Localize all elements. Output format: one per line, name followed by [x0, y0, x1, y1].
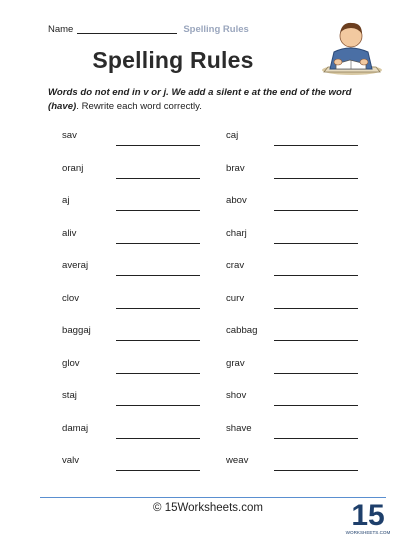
misspelled-word-right: cabbag	[226, 325, 258, 336]
misspelled-word-left: aliv	[62, 227, 77, 239]
name-label: Name	[48, 24, 74, 35]
misspelled-word-left: damaj	[62, 422, 89, 434]
answer-line-left[interactable]	[116, 308, 200, 309]
misspelled-word-right: abov	[226, 195, 247, 206]
footer-copyright: © 15Worksheets.com	[153, 502, 263, 514]
boy-reading-illustration	[314, 14, 386, 76]
misspelled-word-right: shave	[226, 422, 252, 434]
page-title: Spelling Rules	[92, 47, 254, 73]
answer-line-right[interactable]	[274, 373, 358, 374]
name-row	[48, 24, 249, 35]
answer-line-right[interactable]	[274, 243, 358, 244]
misspelled-word-right: shov	[226, 390, 247, 401]
answer-line-right[interactable]	[274, 340, 358, 341]
word-row	[0, 325, 416, 345]
misspelled-word-left: averaj	[62, 260, 89, 271]
misspelled-word-left: glov	[62, 357, 80, 369]
answer-line-right[interactable]	[274, 210, 358, 211]
answer-line-right[interactable]	[274, 405, 358, 406]
instructions-normal: . Rewrite each word correctly.	[76, 101, 202, 112]
logo-subtext: WORKSHEETS.COM	[345, 530, 391, 535]
answer-line-left[interactable]	[116, 340, 200, 341]
answer-line-left[interactable]	[116, 470, 200, 471]
misspelled-word-left: oranj	[62, 162, 84, 174]
misspelled-word-left: sav	[62, 130, 77, 141]
name-input-line[interactable]	[77, 33, 177, 34]
misspelled-word-right: grav	[226, 357, 245, 369]
word-row	[0, 195, 416, 215]
answer-line-left[interactable]	[116, 373, 200, 374]
answer-line-left[interactable]	[116, 178, 200, 179]
answer-line-left[interactable]	[116, 145, 200, 146]
answer-line-left[interactable]	[116, 405, 200, 406]
answer-line-right[interactable]	[274, 178, 358, 179]
word-row	[0, 163, 416, 183]
footer-rule	[40, 497, 386, 498]
word-row	[0, 293, 416, 313]
word-row	[0, 358, 416, 378]
word-row	[0, 390, 416, 410]
word-row	[0, 260, 416, 280]
answer-line-right[interactable]	[274, 145, 358, 146]
misspelled-word-left: clov	[62, 292, 80, 304]
misspelled-word-right: crav	[226, 260, 245, 271]
answer-line-left[interactable]	[116, 438, 200, 439]
misspelled-word-left: staj	[62, 390, 77, 401]
answer-line-right[interactable]	[274, 438, 358, 439]
answer-line-left[interactable]	[116, 275, 200, 276]
answer-line-right[interactable]	[274, 275, 358, 276]
logo-number: 15	[351, 499, 385, 532]
instructions-bold: Words do not end in v or j. We add a silent e at the end of the word (have)	[48, 87, 352, 112]
answer-line-left[interactable]	[116, 243, 200, 244]
misspelled-word-left: valv	[62, 455, 80, 466]
misspelled-word-left: baggaj	[62, 325, 91, 336]
word-row	[0, 130, 416, 150]
answer-line-right[interactable]	[274, 470, 358, 471]
misspelled-word-right: weav	[226, 455, 249, 466]
answer-line-left[interactable]	[116, 210, 200, 211]
word-row	[0, 228, 416, 248]
15worksheets-logo	[345, 495, 391, 537]
word-row	[0, 455, 416, 475]
misspelled-word-left: aj	[62, 195, 70, 206]
misspelled-word-right: caj	[226, 130, 239, 141]
worksheet-header: Spelling Rules	[183, 24, 249, 35]
misspelled-word-right: charj	[226, 227, 247, 239]
misspelled-word-right: curv	[226, 292, 245, 304]
word-row	[0, 423, 416, 443]
answer-line-right[interactable]	[274, 308, 358, 309]
instructions	[48, 86, 378, 114]
misspelled-word-right: brav	[226, 162, 245, 174]
